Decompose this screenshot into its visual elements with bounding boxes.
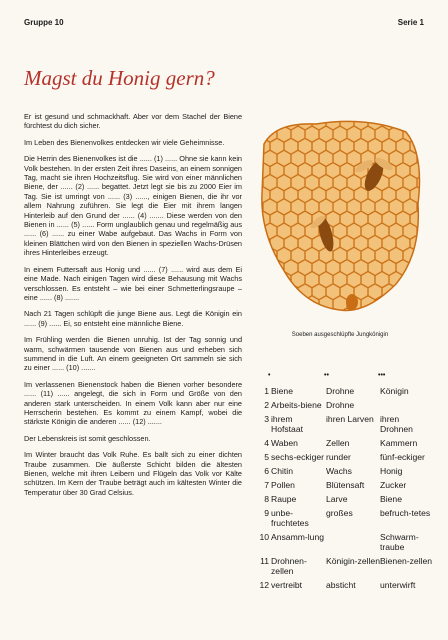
option-c xyxy=(380,400,434,414)
mark-1: • xyxy=(268,372,271,379)
option-a: unbe-fruchtetes xyxy=(271,508,309,528)
option-c: Honig xyxy=(380,466,403,476)
row-number: 8 xyxy=(264,494,269,504)
illustration-caption: Soeben ausgeschlüpfte Jungkönigin xyxy=(291,332,389,338)
row-number: 5 xyxy=(264,452,269,462)
word-row xyxy=(258,580,434,594)
option-b: Wachs xyxy=(326,466,352,476)
word-row xyxy=(258,386,434,400)
option-a: Pollen xyxy=(271,480,295,490)
option-b: Drohne xyxy=(326,386,355,396)
option-c: Bienen-zellen xyxy=(380,556,433,566)
option-c: Biene xyxy=(380,494,402,504)
row-number: 6 xyxy=(264,466,269,476)
option-c: Zucker xyxy=(380,480,407,490)
difficulty-marks xyxy=(268,372,438,382)
paragraph: Im Winter braucht das Volk Ruhe. Es ballt sich zu einer dichten Traube zusammen. Die äußerste Schicht bilden die ältesten Bienen, welche mit ihren Leibern und Flügeln das Volk vor Kälte schützen. Im Kern der Traube beträgt auch im kältesten Winter die Temperatur über 30 Grad Celsius. xyxy=(24,450,242,497)
option-c: Schwarm-traube xyxy=(380,532,419,552)
paragraph: Im Frühling werden die Bienen unruhig. Ist der Tag sonnig und warm, schwärmen tausende von Bienen aus und erheben sich summend in die Luft. An einem geeigneten Ort sammeln sie sich zu einer ...... (10) ....... xyxy=(24,335,242,373)
row-number: 7 xyxy=(264,480,269,490)
paragraph: Im Leben des Bienenvolkes entdecken wir viele Geheimnisse. xyxy=(24,137,225,147)
row-number: 11 xyxy=(260,556,269,566)
row-number: 10 xyxy=(259,532,269,542)
paragraph: Er ist gesund und schmackhaft. Aber vor dem Stachel der Biene fürchtest du dich sicher. xyxy=(24,112,242,131)
option-a: sechs-eckiger xyxy=(271,452,325,462)
row-number: 3 xyxy=(264,414,269,424)
word-row xyxy=(258,532,434,556)
paragraph: Der Lebenskreis ist somit geschlossen. xyxy=(24,433,151,443)
option-b: Larve xyxy=(326,494,348,504)
option-b: ihren Larven xyxy=(326,414,374,424)
honeycomb-illustration xyxy=(256,114,424,320)
word-row xyxy=(258,508,434,532)
paragraph: Nach 21 Tagen schlüpft die junge Biene aus. Legt die Königin ein ...... (9) ...... Ei, so entsteht eine männliche Biene. xyxy=(24,309,242,328)
option-b: Drohne xyxy=(326,400,355,410)
paragraph: Die Herrin des Bienenvolkes ist die ...... (1) ...... Ohne sie kann kein Volk bestehen. In der ersten Zeit ihres Daseins, an einem sonnigen Tag, macht sie ihren Hochzeitsflug. Sie wird von einer männlichen Biene, der ...... (2) ...... begattet. Jetzt legt sie bis zu 2000 Eier im Tag. Sie ist umringt von ...... (3) ......, einigen Bienen, die ihr vor allem Nahrung zuführen. Sie legt die Eier mit ihrem langen Hinterleib auf den Grund der ...... (4) ....... Diese werden von den Bienen in ...... (5) ...... Form unglaublich genau und regelmäßig aus ...... (6) ...... zu einer Wabe aufgebaut. Das Wachs in Form von kleinen Blättchen wird von den Bienen in speziellen Wachs-Drüsen ihres Hinterleibes erzeugt. xyxy=(24,154,242,258)
option-c: Kammern xyxy=(380,438,418,448)
option-b: großes xyxy=(326,508,353,518)
word-row xyxy=(258,556,434,580)
row-number: 4 xyxy=(264,438,269,448)
option-b xyxy=(326,532,380,556)
mark-2: •• xyxy=(324,372,329,379)
paragraph: Im verlassenen Bienenstock haben die Bienen vorher besondere ...... (11) ...... angelegt, die sich in Form und Größe von den anderen stark unterscheiden. In einem Volk kann aber nur eine Herrscherin bestehen. Es kommt zu einem Kampf, wobei die stärkste Königin die anderen ...... (12) ....... xyxy=(24,379,242,427)
option-c: unterwirft xyxy=(380,580,416,590)
word-row xyxy=(258,494,434,508)
option-b: runder xyxy=(326,452,351,462)
option-b: Blütensaft xyxy=(326,480,365,490)
option-b: absticht xyxy=(326,580,356,590)
word-row xyxy=(258,438,434,452)
page-title: Magst du Honig gern? xyxy=(24,66,215,90)
row-number: 12 xyxy=(259,580,269,590)
queen-cell xyxy=(346,294,358,310)
group-label: Gruppe 10 xyxy=(24,18,64,27)
series-label: Serie 1 xyxy=(397,18,424,27)
page-header xyxy=(24,18,424,30)
option-a: ihrem Hofstaat xyxy=(271,414,304,434)
word-choices-table xyxy=(258,386,434,594)
mark-3: ••• xyxy=(378,372,386,379)
comb-cells xyxy=(262,121,420,310)
option-a: vertreibt xyxy=(271,580,303,590)
row-number: 1 xyxy=(264,386,269,396)
option-c: befruch-tetes xyxy=(380,508,431,518)
option-c: Königin xyxy=(380,386,409,396)
option-a: Biene xyxy=(271,386,293,396)
paragraph: In einem Futtersaft aus Honig und ...... (7) ...... wird aus dem Ei eine Made. Nach einigen Tagen wird diese Behausung mit Wachs verschlossen. Es entsteht – wie bei einer Schmetterlingsraupe – eine ...... (8) ....... xyxy=(24,264,242,302)
word-row xyxy=(258,400,434,414)
option-a: Ansamm-lung xyxy=(271,532,325,542)
option-b: Zellen xyxy=(326,438,350,448)
word-row xyxy=(258,452,434,466)
option-a: Arbeits-biene xyxy=(271,400,322,410)
row-number: 2 xyxy=(264,400,269,410)
option-a: Drohnen-zellen xyxy=(271,556,307,576)
option-c: fünf-eckiger xyxy=(380,452,425,462)
word-row xyxy=(258,414,434,438)
option-a: Raupe xyxy=(271,494,297,504)
row-number: 9 xyxy=(264,508,269,518)
option-a: Waben xyxy=(271,438,298,448)
option-a: Chitin xyxy=(271,466,293,476)
word-row xyxy=(258,466,434,480)
option-b: Königin-zellen xyxy=(326,556,380,566)
option-c: ihren Drohnen xyxy=(380,414,413,434)
body-text xyxy=(24,112,242,504)
word-row xyxy=(258,480,434,494)
